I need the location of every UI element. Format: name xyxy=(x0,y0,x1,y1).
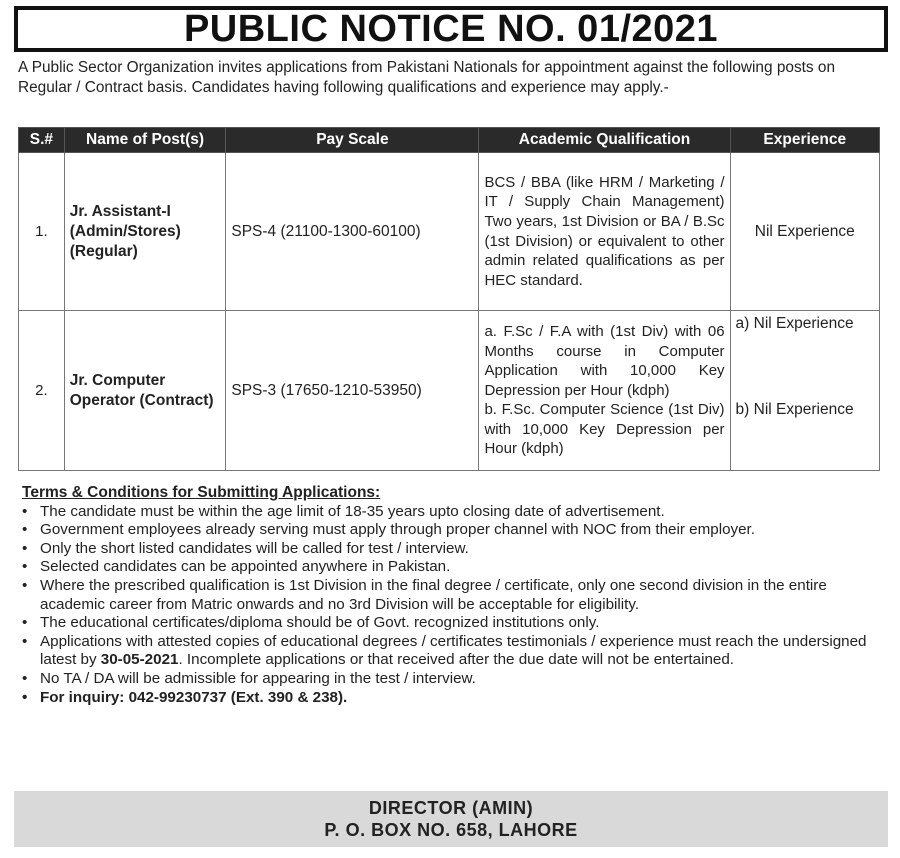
table-header-row xyxy=(19,128,880,153)
qualification-option-a: a. F.Sc / F.A with (1st Div) with 06 Months course in Computer Application with 10,000 Key Depression per Hour (kdph) xyxy=(484,322,725,399)
footer-signature-block xyxy=(14,791,888,847)
table-row xyxy=(19,311,880,471)
header-serial: S.# xyxy=(19,128,65,153)
qualification-option-b: b. F.Sc. Computer Science (1st Div) with 10,000 Key Depression per Hour (kdph) xyxy=(484,401,725,458)
row-serial: 1. xyxy=(19,153,65,311)
footer-address: P. O. BOX NO. 658, LAHORE xyxy=(324,820,578,840)
notice-title: PUBLIC NOTICE NO. 01/2021 xyxy=(183,7,719,50)
notice-intro: A Public Sector Organization invites applications from Pakistani Nationals for appointment against the following posts on Regular / Contract basis. Candidates having following qualifications and experience may apply.- xyxy=(18,59,836,96)
list-item: • Where the prescribed qualification is 1st Division in the final degree / certificate, only one second division in the entire academic career from Matric onwards and no 3rd Division will be acceptable for eligibility. xyxy=(18,577,884,614)
terms-section xyxy=(18,484,884,707)
terms-heading: Terms & Conditions for Submitting Applications: xyxy=(22,484,381,501)
inquiry-contact: • For inquiry: 042-99230737 (Ext. 390 & 238). xyxy=(18,689,884,708)
terms-list xyxy=(18,503,884,708)
list-item: • The educational certificates/diploma should be of Govt. recognized institutions only. xyxy=(18,614,884,633)
header-post-name: Name of Post(s) xyxy=(64,128,226,153)
row-qualification xyxy=(479,311,730,471)
row-experience xyxy=(730,311,879,471)
header-experience: Experience xyxy=(730,128,879,153)
row-qualification: BCS / BBA (like HRM / Marketing / IT / Supply Chain Management) Two years, 1st Division or BA / B.Sc (1st Division) or equivalent to other admin related qualifications as per HEC standard. xyxy=(479,153,730,311)
deadline-date: 30-05-2021 xyxy=(100,651,179,669)
header-qualification: Academic Qualification xyxy=(479,128,730,153)
row-serial: 2. xyxy=(19,311,65,471)
table-row xyxy=(19,153,880,311)
footer-designation: DIRECTOR (AMIN) xyxy=(368,798,534,818)
list-item: • The candidate must be within the age limit of 18-35 years upto closing date of advertisement. xyxy=(18,503,884,522)
experience-option-a: a) Nil Experience xyxy=(735,315,854,332)
header-pay-scale: Pay Scale xyxy=(226,128,479,153)
experience-option-b: b) Nil Experience xyxy=(735,401,854,418)
deadline-text-post: . Incomplete applications or that received after the due date will not be entertained. xyxy=(178,651,735,669)
row-experience: Nil Experience xyxy=(730,153,879,311)
list-item: • Selected candidates can be appointed anywhere in Pakistan. xyxy=(18,558,884,577)
list-item: • Government employees already serving must apply through proper channel with NOC from their employer. xyxy=(18,521,884,540)
list-item-deadline xyxy=(18,633,884,670)
row-post-name: Jr. Computer Operator (Contract) xyxy=(64,311,226,471)
list-item: • No TA / DA will be admissible for appearing in the test / interview. xyxy=(18,670,884,689)
list-item: • Only the short listed candidates will be called for test / interview. xyxy=(18,540,884,559)
posts-table xyxy=(18,127,880,471)
deadline-text-pre: Applications with attested copies of educational degrees / certificates testimonials / experience must reach the undersigned latest by xyxy=(40,632,867,669)
row-pay-scale: SPS-3 (17650-1210-53950) xyxy=(226,311,479,471)
notice-title-bar xyxy=(14,6,888,52)
row-pay-scale: SPS-4 (21100-1300-60100) xyxy=(226,153,479,311)
row-post-name: Jr. Assistant-I (Admin/Stores) (Regular) xyxy=(64,153,226,311)
